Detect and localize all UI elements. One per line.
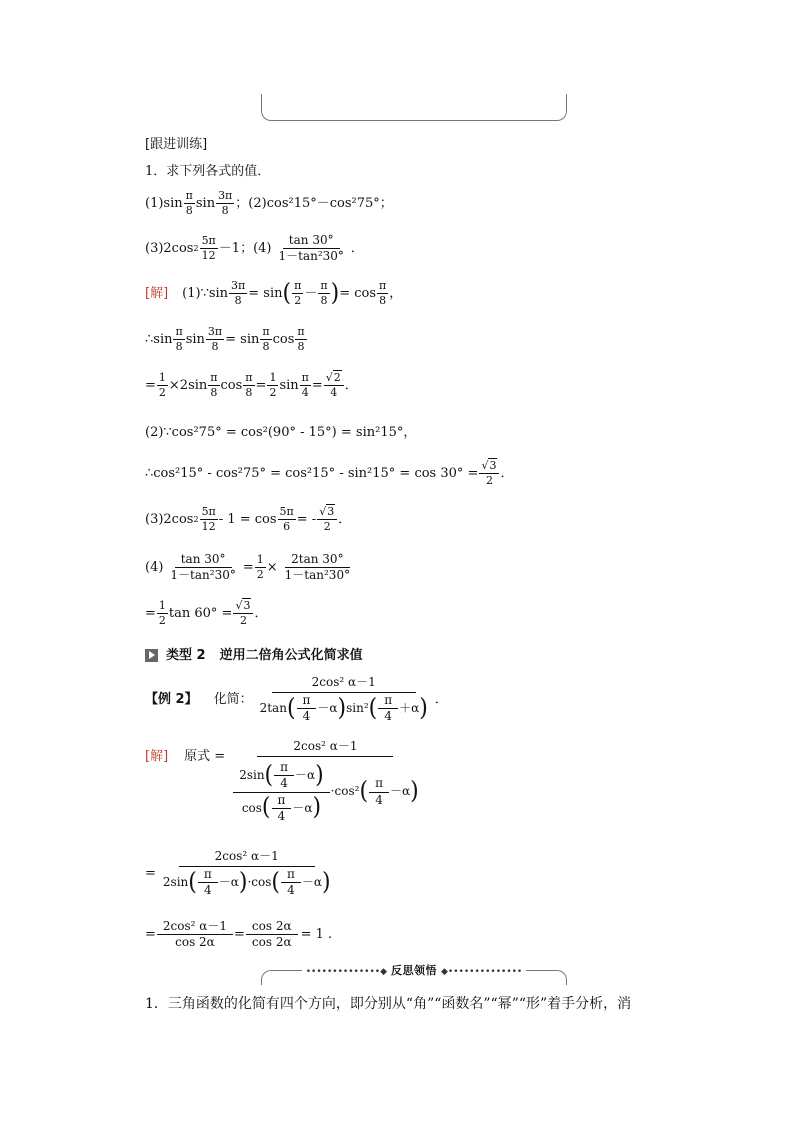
solution-2-line-2: = 2cos² α－1 2sin ( $\frac{\pi}{4}$ －α ) ·cos ( $\frac{\pi}{4}$ －α ) <box>145 849 331 898</box>
solution-1-line-4: (2)∵cos²75° = cos²(90° - 15°) = sin²15°， <box>145 425 417 440</box>
reflection-note: 1．三角函数的化简有四个方向，即分别从“角”“函数名”“幂”“形”着手分析，消 <box>145 996 632 1012</box>
reflection-label: 反思领悟 <box>391 964 437 977</box>
solution-1-line-5: ∴cos²15° - cos²75° = cos²15° - sin²15° = cos 30° = $\frac{√3}{2}$ ． <box>145 459 514 488</box>
solution-1-line-2: ∴sin $\frac{\pi}{8}$ sin $\frac{3\pi}{8}$ = sin $\frac{\pi}{8}$ cos $\frac{\pi}{8}$ <box>145 325 305 354</box>
question-1-parts-1-2: (1)sin $\frac{\pi}{8}$ sin $\frac{3\pi}{8}$ ；(2)cos²15°－cos²75°； <box>145 189 393 218</box>
type-2-heading: 类型 2 逆用二倍角公式化简求值 <box>145 649 363 662</box>
solution-1-line-8: = $\frac{1}{2}$ tan 60° = $\frac{√3}{2}$ ． <box>145 599 268 628</box>
solution-1-line-7: (4) $\frac{\tan 30^\circ}{\text{1－tan²30°}}$ = $\frac{1}{2}$ × $\frac{2\tan 30^\circ}{\text{1－tan²30°}}$ <box>145 552 351 583</box>
play-icon <box>145 649 158 662</box>
section-frame-top <box>261 94 567 121</box>
fraction-5pi-12: $\frac{5\pi}{12}$ <box>201 234 216 263</box>
fraction-tan30-over: $\frac{\tan 30^\circ}{\text{1－tan²30°}}$ <box>278 233 344 264</box>
question-1-parts-3-4: (3)2cos 2 $\frac{5\pi}{12}$ －1；(4) $\frac{\tan 30^\circ}{\text{1－tan²30°}}$ ． <box>145 233 364 264</box>
solution-2-big-fraction: 2cos² α－1 2sin ( $\frac{\pi}{4}$ －α ) cos ( $\frac{\pi}{4}$ －α ) ·cos² ( $\frac{\pi}{4}$ －α ) <box>226 740 424 823</box>
example-2-fraction: 2cos² α－1 2tan ( $\frac{\pi}{4}$ －α ) sin² ( $\frac{\pi}{4}$ ＋α ) <box>259 675 428 724</box>
solution-1-line-6: (3)2cos 2 $\frac{5\pi}{12}$ - 1 = cos $\frac{5\pi}{6}$ = - $\frac{√3}{2}$ ． <box>145 505 352 534</box>
question-1-prompt: 1．求下列各式的值． <box>145 164 271 179</box>
example-label: 【例 2】 <box>145 692 198 708</box>
practice-title: [跟进训练] <box>145 137 208 152</box>
fraction-3pi-8: $\frac{3\pi}{8}$ <box>218 189 233 218</box>
example-2: 【例 2】 化简： 2cos² α－1 2tan ( $\frac{\pi}{4}$ －α ) sin² ( $\frac{\pi}{4}$ ＋α ) ． <box>145 675 448 724</box>
reflection-frame: ••••••••••••••◆ 反思领悟 ◆•••••••••••••• <box>261 970 567 985</box>
solution-1-line-3: = $\frac{1}{2}$ ×2sin $\frac{\pi}{8}$ cos $\frac{\pi}{8}$ = $\frac{1}{2}$ sin $\frac{\pi}{4}$ = $\frac{√2}{4}$ ． <box>145 371 358 400</box>
solution-2-line-3: = $\frac{\text{2cos² α－1}}{\cos 2\alpha}$ = $\frac{\cos 2\alpha}{\cos 2\alpha}$ = 1 . <box>145 919 333 950</box>
solution-2-line-1: [解] 原式 = 2cos² α－1 2sin ( $\frac{\pi}{4}$ －α ) cos ( $\frac{\pi}{4}$ －α ) ·cos² ( $\frac{\pi}{4}$ －α ) <box>145 740 426 823</box>
solution-1-line-1: [解] (1)∵sin $\frac{3\pi}{8}$ = sin ( $\frac{\pi}{2}$ － $\frac{\pi}{8}$ ) = cos $\frac{\pi}{8}$ ， <box>145 279 403 308</box>
solution-label: [解] <box>145 286 169 302</box>
fraction-pi-8: $\frac{\pi}{8}$ <box>185 189 193 218</box>
